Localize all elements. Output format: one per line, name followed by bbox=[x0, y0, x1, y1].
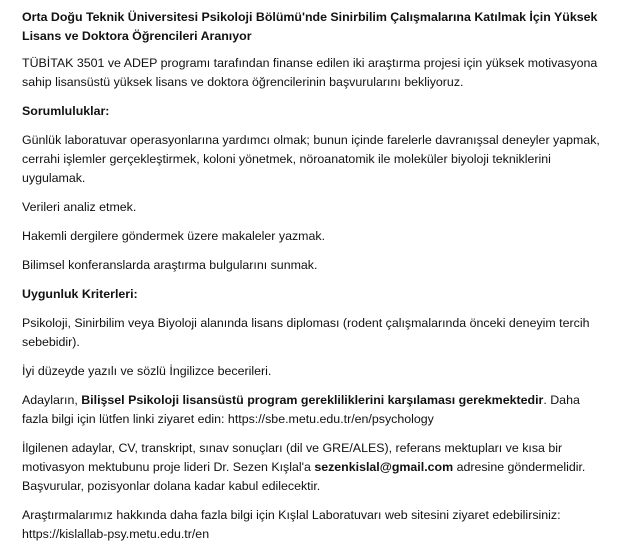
responsibility-item: Günlük laboratuvar operasyonlarına yardımcı olmak; bunun içinde farelerle davranışsal deneyler yapmak, cerrahi işlemler gerçekleştirmek, koloni yönetmek, nöroanatomik ile moleküler biyoloji tekniklerini uygulamak. bbox=[22, 133, 600, 185]
applicants-text-post: . Daha fazla bilgi için lütfen linki ziyaret edin: https://sbe.metu.edu.tr/en/psychology bbox=[22, 393, 580, 426]
contact-text-pre: İlgilenen adaylar, CV, transkript, sınav sonuçları (dil ve GRE/ALES), referans mektupları ve kısa bir motivasyon mektubunu proje lideri Dr. Sezen Kışlal'a bbox=[22, 441, 563, 474]
applicants-requirement: Bilişsel Psikoloji lisansüstü program gerekliliklerini karşılaması gerekmektedir bbox=[81, 393, 544, 407]
contact-email[interactable]: sezenkislal@gmail.com bbox=[314, 460, 454, 474]
eligibility-item: İyi düzeyde yazılı ve sözlü İngilizce becerileri. bbox=[22, 364, 272, 378]
contact-paragraph bbox=[22, 439, 609, 496]
document-title: Orta Doğu Teknik Üniversitesi Psikoloji Bölümü'nde Sinirbilim Çalışmalarına Katılmak İçin Yüksek Lisans ve Doktora Öğrencileri Aranıyor bbox=[22, 10, 598, 43]
responsibilities-heading: Sorumluluklar: bbox=[22, 104, 110, 118]
applicants-paragraph bbox=[22, 391, 609, 429]
contact-text-post: adresine göndermelidir. Başvurular, pozisyonlar dolana kadar kabul edilecektir. bbox=[22, 460, 586, 493]
responsibility-item: Verileri analiz etmek. bbox=[22, 200, 137, 214]
eligibility-heading: Uygunluk Kriterleri: bbox=[22, 287, 138, 301]
responsibility-item: Bilimsel konferanslarda araştırma bulgularını sunmak. bbox=[22, 258, 318, 272]
applicants-text-pre: Adayların, bbox=[22, 393, 82, 407]
responsibility-item: Hakemli dergilere göndermek üzere makaleler yazmak. bbox=[22, 229, 326, 243]
intro-paragraph: TÜBİTAK 3501 ve ADEP programı tarafından finanse edilen iki araştırma projesi için yüksek motivasyona sahip lisansüstü yüksek lisans ve doktora öğrencilerinin başvurularını bekliyoruz. bbox=[22, 56, 598, 89]
eligibility-item: Psikoloji, Sinirbilim veya Biyoloji alanında lisans diploması (rodent çalışmalarında önceki deneyim tercih sebebidir). bbox=[22, 316, 590, 349]
lab-info-paragraph: Araştırmalarımız hakkında daha fazla bilgi için Kışlal Laboratuvarı web sitesini ziyaret edebilirsiniz: https://kislallab-psy.metu.edu.tr/en bbox=[22, 508, 561, 541]
